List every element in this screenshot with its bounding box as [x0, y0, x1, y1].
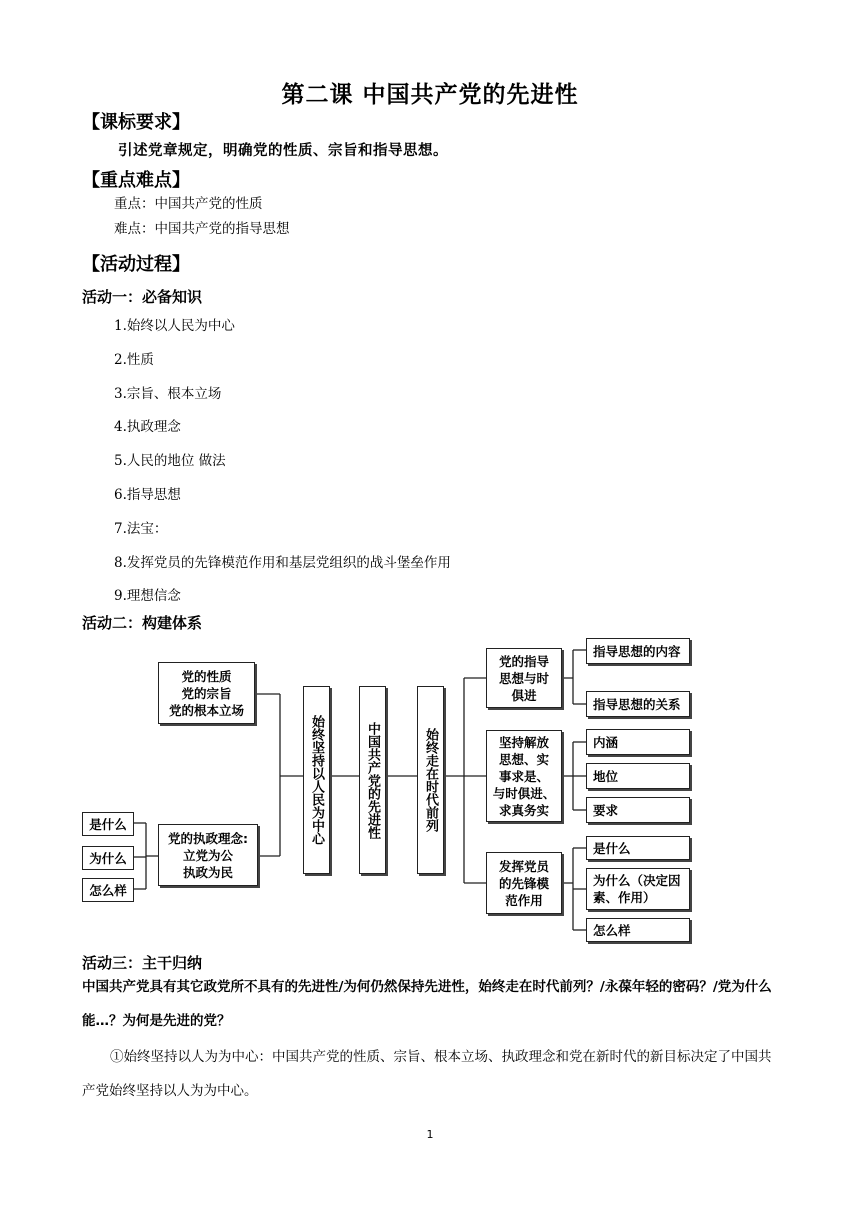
r3-how-box: 怎么样 — [586, 918, 690, 942]
box-line: 执政为民 — [182, 864, 233, 880]
box-line: 求真务实 — [498, 802, 549, 818]
how-box: 怎么样 — [82, 878, 134, 902]
list-item: 4.执政理念 — [114, 419, 181, 435]
requirement-box: 要求 — [586, 797, 690, 823]
box-line: 事求是、 — [498, 768, 549, 784]
status-box: 地位 — [586, 763, 690, 789]
page-title: 第二课 中国共产党的先进性 — [281, 82, 579, 108]
guiding-relation-box: 指导思想的关系 — [586, 691, 690, 717]
concept-diagram — [76, 636, 706, 948]
box-line: 的先锋模 — [498, 875, 549, 891]
activity3-heading: 活动三：主干归纳 — [82, 954, 203, 972]
box-line: 思想与时 — [498, 670, 549, 686]
box-line: 党的性质 — [181, 668, 232, 684]
box-line: 党的根本立场 — [168, 702, 244, 718]
connotation-box: 内涵 — [586, 729, 690, 755]
vertical-text: 始终走在时代前列 — [423, 728, 438, 832]
difficult-point: 难点：中国共产党的指导思想 — [114, 221, 290, 237]
what-box: 是什么 — [82, 812, 134, 836]
list-item: 7.法宝： — [114, 521, 168, 537]
advanced-nature-box — [359, 686, 386, 874]
ruling-concept-box — [158, 824, 258, 886]
guiding-thought-box — [486, 648, 562, 708]
activity3-answer: ①始终坚持以人为为中心：中国共产党的性质、宗旨、根本立场、执政理念和党在新时代的新目标决定了中国共产党始终坚持以人为为中心。 — [82, 1049, 772, 1099]
list-item: 6.指导思想 — [114, 487, 181, 503]
activity3-question: 中国共产党具有其它政党所不具有的先进性/为何仍然保持先进性，始终走在时代前列？/永葆年轻的密码？/党为什么能…？为何是先进的党？ — [82, 979, 772, 1029]
process-heading: 【活动过程】 — [82, 254, 190, 275]
box-line: 发挥党员 — [498, 858, 549, 874]
party-nature-box — [158, 662, 255, 724]
box-line: 党的指导 — [498, 653, 549, 669]
list-item: 3.宗旨、根本立场 — [114, 386, 222, 402]
why-box: 为什么 — [82, 846, 134, 870]
box-line: 立党为公 — [182, 847, 233, 863]
curriculum-heading: 【课标要求】 — [82, 112, 190, 133]
key-points-heading: 【重点难点】 — [82, 170, 190, 191]
list-item: 1.始终以人民为中心 — [114, 318, 235, 334]
list-item: 5.人民的地位 做法 — [114, 453, 226, 469]
r3-what-box: 是什么 — [586, 836, 690, 860]
box-line: 坚持解放 — [498, 734, 549, 750]
key-point: 重点：中国共产党的性质 — [114, 196, 263, 212]
guiding-content-box: 指导思想的内容 — [586, 638, 690, 664]
people-centered-box — [303, 686, 330, 874]
box-line: 范作用 — [505, 892, 543, 908]
box-line: 思想、实 — [498, 751, 549, 767]
box-line: 党的宗旨 — [181, 685, 232, 701]
box-line: 党的执政理念: — [168, 830, 248, 846]
forefront-box — [417, 686, 444, 874]
list-item: 9.理想信念 — [114, 588, 181, 604]
r3-why-box: 为什么（决定因素、作用） — [586, 868, 690, 910]
vanguard-role-box — [486, 852, 562, 914]
box-line: 俱进 — [511, 687, 537, 703]
box-line: 与时俱进、 — [492, 785, 556, 801]
vertical-text: 始终坚持以人民为中心 — [309, 715, 324, 845]
list-item: 8.发挥党员的先锋模范作用和基层党组织的战斗堡垒作用 — [114, 555, 451, 571]
list-item: 2.性质 — [114, 352, 154, 368]
vertical-text: 中国共产党的先进性 — [365, 721, 380, 839]
emancipate-mind-box — [486, 730, 562, 822]
page-number: 1 — [426, 1128, 434, 1141]
activity2-heading: 活动二：构建体系 — [82, 614, 203, 632]
activity1-heading: 活动一：必备知识 — [82, 288, 203, 306]
curriculum-text: 引述党章规定，明确党的性质、宗旨和指导思想。 — [118, 143, 448, 159]
